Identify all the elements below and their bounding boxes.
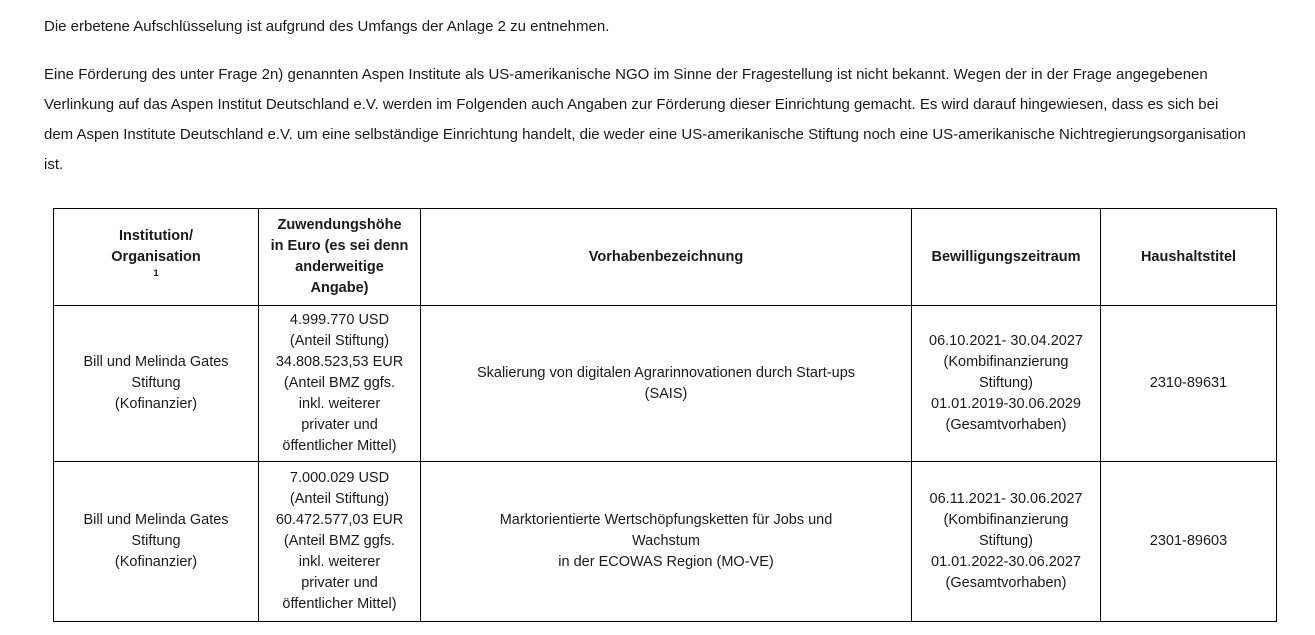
period-line: Stiftung) <box>979 533 1033 549</box>
institution-footnote-marker: 1 <box>153 267 159 279</box>
period-line: (Kombifinanzierung <box>943 512 1069 528</box>
amount-line: privater und <box>301 417 378 433</box>
cell-institution <box>54 306 259 462</box>
amount-line: 60.472.577,03 EUR <box>275 512 404 528</box>
amount-line: (Anteil BMZ ggfs. <box>283 375 396 391</box>
column-header-institution-label: Organisation <box>111 248 201 265</box>
project-line: Marktorientierte Wertschöpfungsketten für Jobs und <box>499 512 833 528</box>
column-header-project: Vorhabenbezeichnung <box>421 209 912 306</box>
amount-line: (Anteil Stiftung) <box>289 333 390 349</box>
amount-line: öffentlicher Mittel) <box>282 596 397 612</box>
period-line: Stiftung) <box>979 375 1033 391</box>
column-header-budget: Haushaltstitel <box>1101 209 1277 306</box>
intro-text-block <box>44 12 1249 180</box>
project-line: Skalierung von digitalen Agrarinnovationen durch Start-ups <box>476 364 856 381</box>
period-line: (Kombifinanzierung <box>943 354 1069 370</box>
paragraph-2: Eine Förderung des unter Frage 2n) genannten Aspen Institute als US-amerikanische NGO im Sinne der Fragestellung ist nicht bekannt. Wegen der in der Frage angegebenen Verlinkung auf das Aspen Institut Deutschland e.V. werden im Folgenden auch Angaben zur Förderung dieser Einrichtung gemacht. Es wird darauf hingewiesen, dass es sich bei dem Aspen Institute Deutschland e.V. um eine selbständige Einrichtung handelt, die weder eine US-amerikanische Stiftung noch eine US-amerikanische Nichtregierungsorganisation ist. <box>44 66 1246 173</box>
project-line: (SAIS) <box>644 385 688 402</box>
cell-period <box>912 306 1101 462</box>
period-line: (Gesamtvorhaben) <box>945 575 1067 591</box>
institution-line: Stiftung <box>131 533 181 549</box>
cell-institution <box>54 462 259 622</box>
institution-line: (Kofinanzier) <box>114 554 198 570</box>
table-header-row <box>54 209 1277 306</box>
period-line: (Gesamtvorhaben) <box>945 417 1067 433</box>
institution-line: Bill und Melinda Gates <box>83 354 229 370</box>
amount-line: privater und <box>301 575 378 591</box>
institution-line: (Kofinanzier) <box>114 396 198 412</box>
table-row <box>54 306 1277 462</box>
column-header-amount-line1: Zuwendungshöhe <box>277 217 402 233</box>
column-header-amount-line4: Angabe) <box>310 280 369 296</box>
amount-line: 34.808.523,53 EUR <box>275 354 404 370</box>
amount-line: (Anteil Stiftung) <box>289 491 390 507</box>
period-line: 01.01.2022-30.06.2027 <box>931 554 1081 570</box>
cell-period <box>912 462 1101 622</box>
column-header-amount-line2: in Euro (es sei denn <box>270 238 409 254</box>
institution-line: Stiftung <box>131 375 181 391</box>
amount-line: (Anteil BMZ ggfs. <box>283 533 396 549</box>
cell-amount <box>259 462 421 622</box>
cell-amount <box>259 306 421 462</box>
column-header-amount <box>259 209 421 306</box>
column-header-amount-line3: anderweitige <box>295 259 384 275</box>
column-header-institution <box>54 209 259 306</box>
period-line: 06.11.2021- 30.06.2027 <box>929 491 1083 507</box>
cell-project <box>421 306 912 462</box>
amount-line: 7.000.029 USD <box>289 470 390 486</box>
funding-table <box>53 208 1277 622</box>
cell-project <box>421 462 912 622</box>
period-line: 06.10.2021- 30.04.2027 <box>929 333 1083 349</box>
paragraph-1: Die erbetene Aufschlüsselung ist aufgrund des Umfangs der Anlage 2 zu entnehmen. <box>44 18 610 35</box>
column-header-institution-line2 <box>60 247 252 289</box>
project-line: in der ECOWAS Region (MO-VE) <box>558 554 774 570</box>
amount-line: inkl. weiterer <box>298 554 381 570</box>
column-header-period: Bewilligungszeitraum <box>912 209 1101 306</box>
table-row <box>54 462 1277 622</box>
amount-line: inkl. weiterer <box>298 396 381 412</box>
amount-line: 4.999.770 USD <box>289 312 390 328</box>
period-line: 01.01.2019-30.06.2029 <box>931 396 1081 412</box>
amount-line: öffentlicher Mittel) <box>282 438 397 454</box>
project-line: Wachstum <box>632 533 700 549</box>
column-header-institution-line1: Institution/ <box>118 227 194 244</box>
institution-line: Bill und Melinda Gates <box>83 512 229 528</box>
cell-budget: 2310-89631 <box>1101 306 1277 462</box>
cell-budget: 2301-89603 <box>1101 462 1277 622</box>
